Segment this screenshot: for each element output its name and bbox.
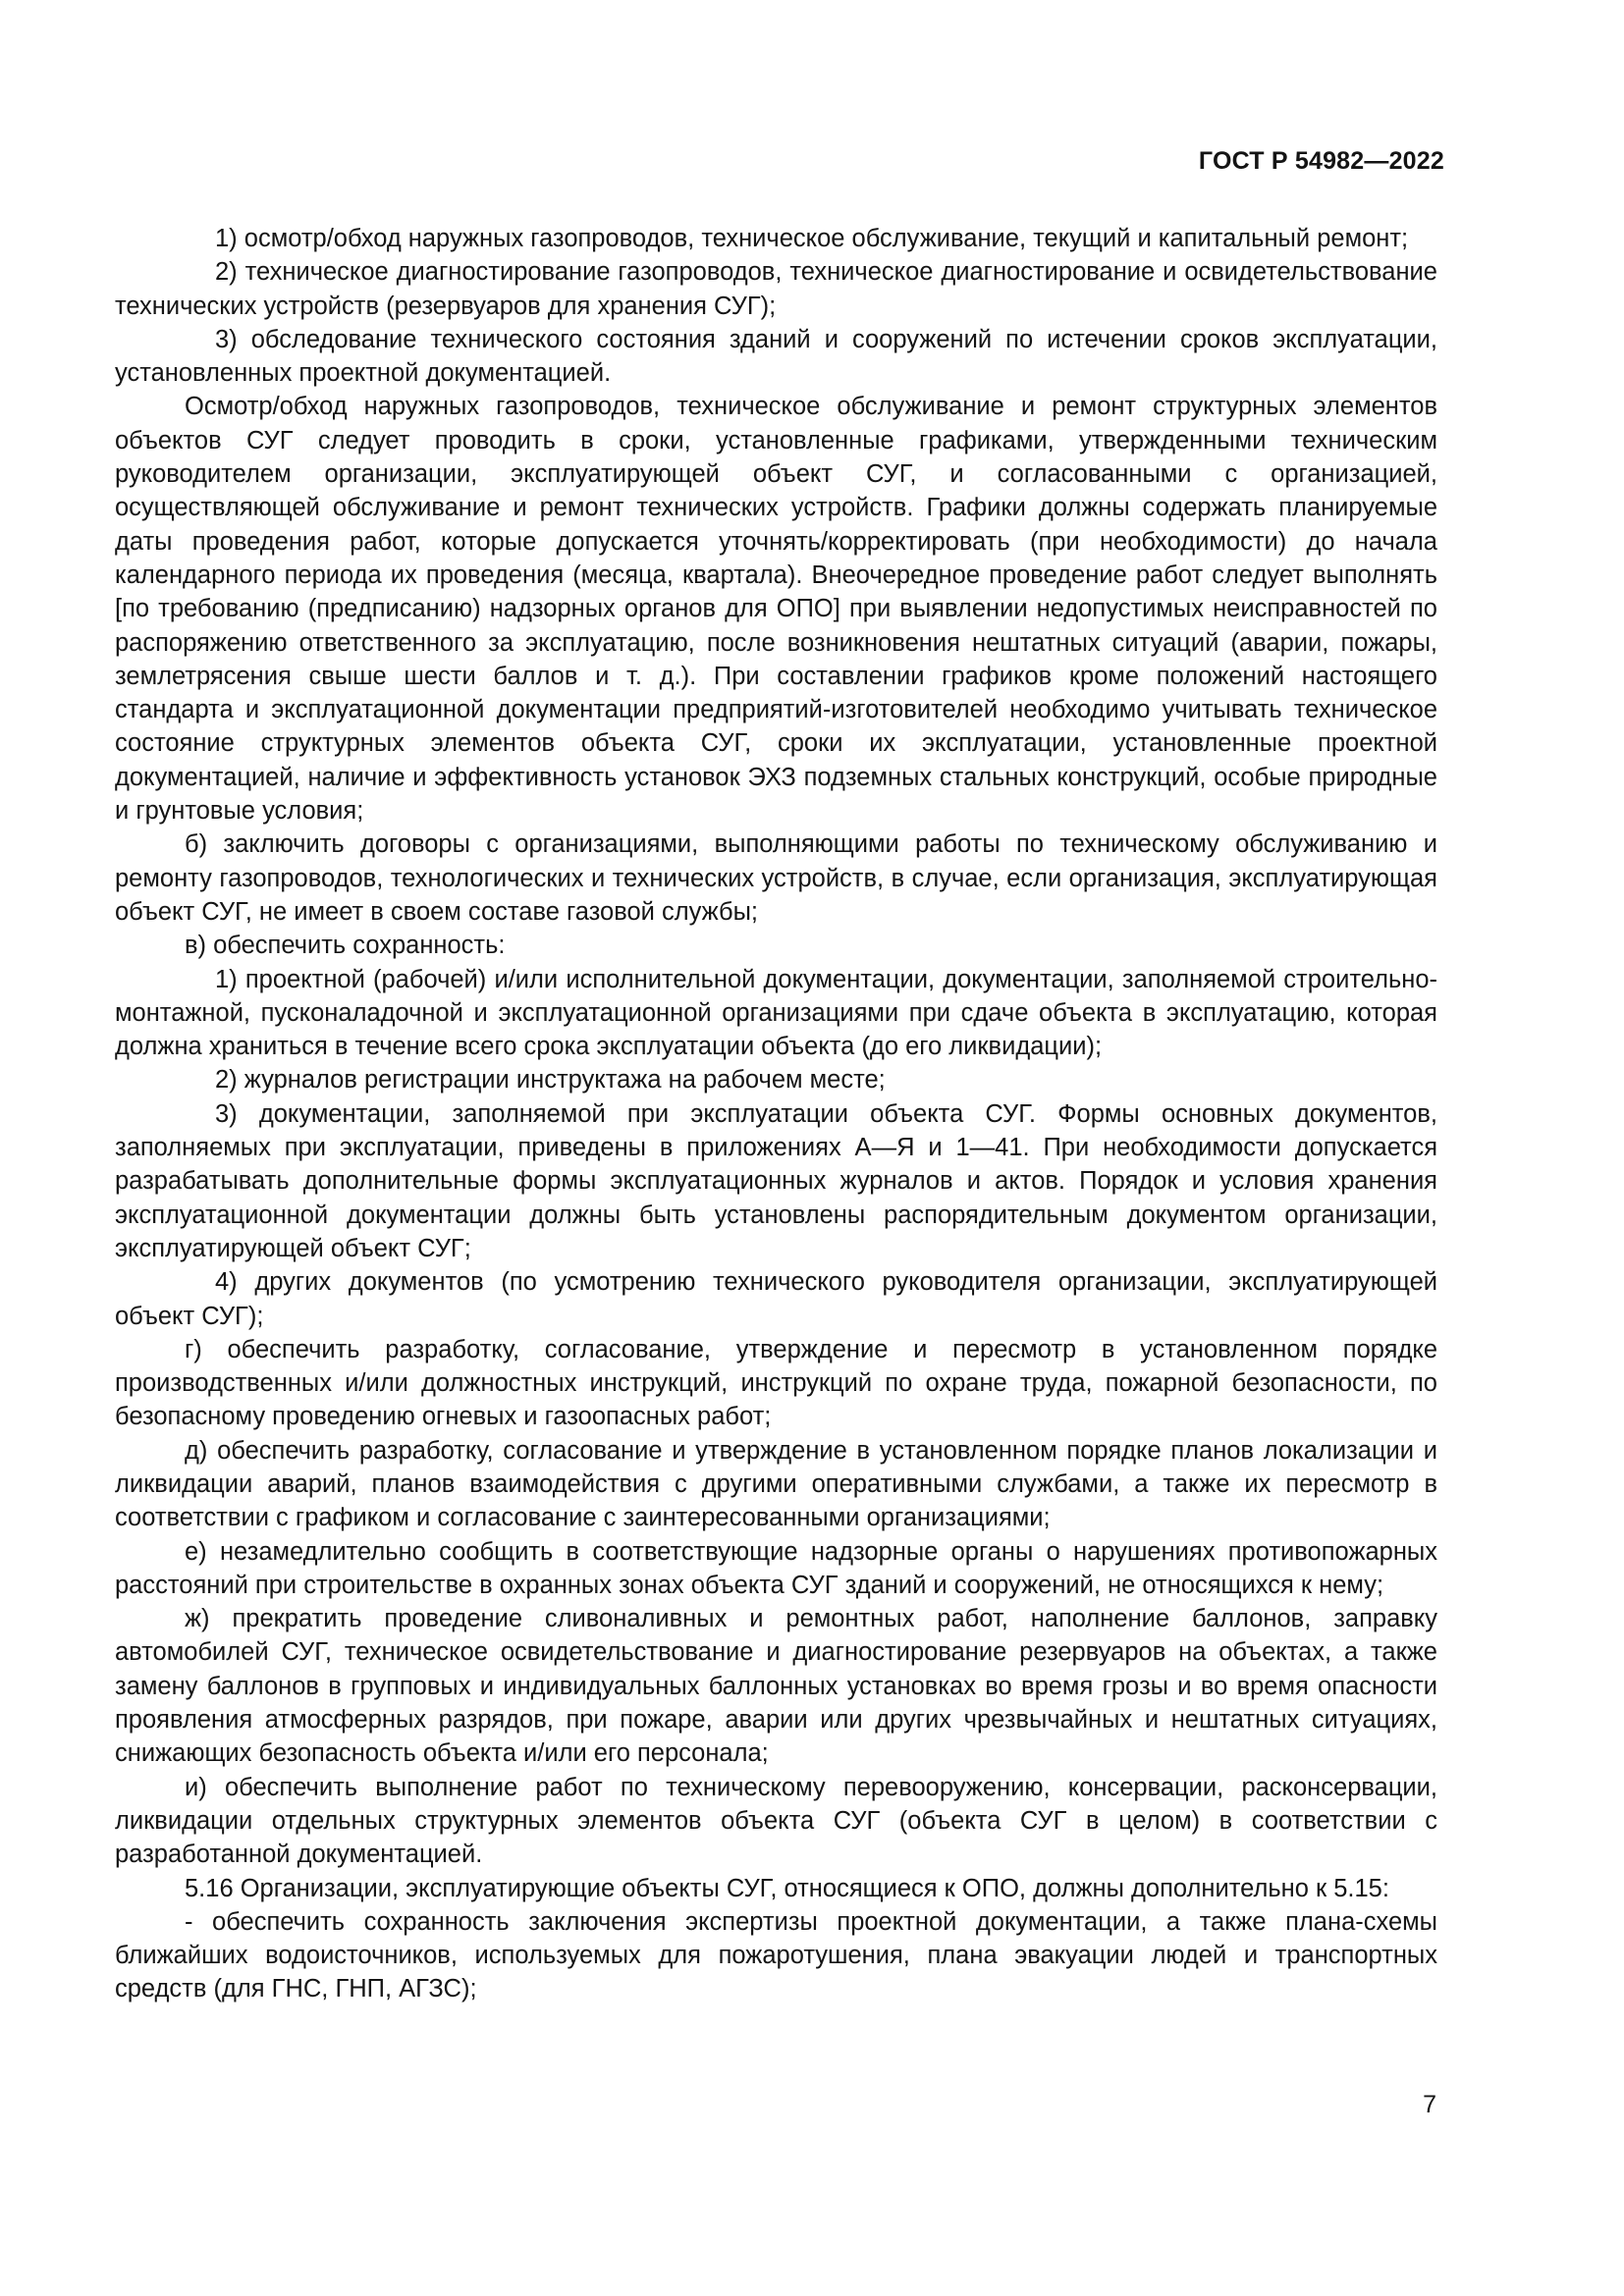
page-number: 7 [1423, 2091, 1436, 2118]
paragraph-b-contracts: б) заключить договоры с организациями, выполняющими работы по техническому обслуживанию и ремонту газопроводов, технологических и технических устройств, в случае, если организация, эксплуатирующая объект СУГ, не имеет в своем составе газовой службы; [115, 830, 1437, 926]
paragraph-v-item-1: 1) проектной (рабочей) и/или исполнительной документации, документации, заполняемой строительно-монтажной, пусконаладочной и эксплуатационной организациями при сдаче объекта в эксплуатацию, которая должна храниться в течение всего срока эксплуатации объекта (до его ликвидации); [115, 965, 1437, 1061]
paragraph-e-notify: е) незамедлительно сообщить в соответствующие надзорные органы о нарушениях противопожарных расстояний при строительстве в охранных зонах объекта СУГ зданий и сооружений, не относящихся к нему; [115, 1537, 1437, 1599]
paragraph-item-3: 3) обследование технического состояния зданий и сооружений по истечении сроков эксплуатации, установленных проектной документацией. [115, 325, 1437, 388]
paragraph-zh-stop-work: ж) прекратить проведение сливоналивных и ремонтных работ, наполнение баллонов, заправку автомобилей СУГ, техническое освидетельствование и диагностирование резервуаров на объектах, а также замену баллонов в групповых и индивидуальных баллонных установках во время грозы и во время опасности проявления атмосферных разрядов, при пожаре, аварии или других чрезвычайных и нештатных ситуациях, снижающих безопасность объекта и/или его персонала; [115, 1605, 1437, 1768]
paragraph-v-item-2: 2) журналов регистрации инструктажа на рабочем месте; [215, 1066, 886, 1095]
paragraph-v-item-3: 3) документации, заполняемой при эксплуатации объекта СУГ. Формы основных документов, заполняемых при эксплуатации, приведены в приложениях А—Я и 1—41. При необходимости допускается разрабатывать дополнительные формы эксплуатационных журналов и актов. Порядок и условия хранения эксплуатационной документации должны быть установлены распорядительным документом организации, эксплуатирующей объект СУГ; [115, 1099, 1437, 1262]
paragraph-v-preservation: в) обеспечить сохранность: [185, 932, 506, 960]
paragraph-section-5-16: 5.16 Организации, эксплуатирующие объекты СУГ, относящиеся к ОПО, должны дополнительно к 5.15: [185, 1874, 1389, 1902]
paragraph-inspection-schedule: Осмотр/обход наружных газопроводов, техническое обслуживание и ремонт структурных элементов объектов СУГ следует проводить в сроки, установленные графиками, утвержденными техническим руководителем организации, эксплуатирующей объект СУГ, и согласованными с организацией, осуществляющей обслуживание и ремонт технических устройств. Графики должны содержать планируемые даты проведения работ, которые допускается уточнять/корректировать (при необходимости) до начала календарного периода их проведения (месяца, квартала). Внеочередное проведение работ следует выполнять [по требованию (предписанию) надзорных органов для ОПО] при выявлении недопустимых неисправностей по распоряжению ответственного за эксплуатацию, после возникновения нештатных ситуаций (аварии, пожары, землетрясения свыше шести баллов и т. д.). При составлении графиков кроме положений настоящего стандарта и эксплуатационной документации предприятий-изготовителей необходимо учитывать техническое состояние структурных элементов объекта СУГ, сроки их эксплуатации, установленные проектной документацией, наличие и эффективность установок ЭХЗ подземных стальных конструкций, особые природные и грунтовые условия; [115, 393, 1437, 826]
paragraph-item-1: 1) осмотр/обход наружных газопроводов, техническое обслуживание, текущий и капитальный ремонт; [215, 225, 1409, 252]
paragraph-item-2: 2) техническое диагностирование газопроводов, техническое диагностирование и освидетельствование технических устройств (резервуаров для хранения СУГ); [115, 258, 1437, 320]
paragraph-d-plans: д) обеспечить разработку, согласование и утверждение в установленном порядке планов локализации и ликвидации аварий, планов взаимодействия с другими оперативными службами, а также их пересмотр в соответствии с графиком и согласование с заинтересованными организациями; [115, 1436, 1437, 1532]
paragraph-expertise-preservation: - обеспечить сохранность заключения экспертизы проектной документации, а также плана-схемы ближайших водоисточников, используемых для пожаротушения, плана эвакуации людей и транспортных средств (для ГНС, ГНП, АГЗС); [115, 1907, 1437, 2003]
paragraph-i-reequipment: и) обеспечить выполнение работ по техническому перевооружению, консервации, расконсервации, ликвидации отдельных структурных элементов объекта СУГ (объекта СУГ в целом) в соответствии с разработанной документацией. [115, 1773, 1437, 1869]
standard-designation: ГОСТ Р 54982—2022 [1198, 147, 1444, 175]
document-body [115, 222, 1437, 2006]
paragraph-g-instructions: г) обеспечить разработку, согласование, утверждение и пересмотр в установленном порядке производственных и/или должностных инструкций, инструкций по охране труда, пожарной безопасности, по безопасному проведению огневых и газоопасных работ; [115, 1335, 1437, 1431]
paragraph-v-item-4: 4) других документов (по усмотрению технического руководителя организации, эксплуатирующей объект СУГ); [115, 1268, 1437, 1330]
